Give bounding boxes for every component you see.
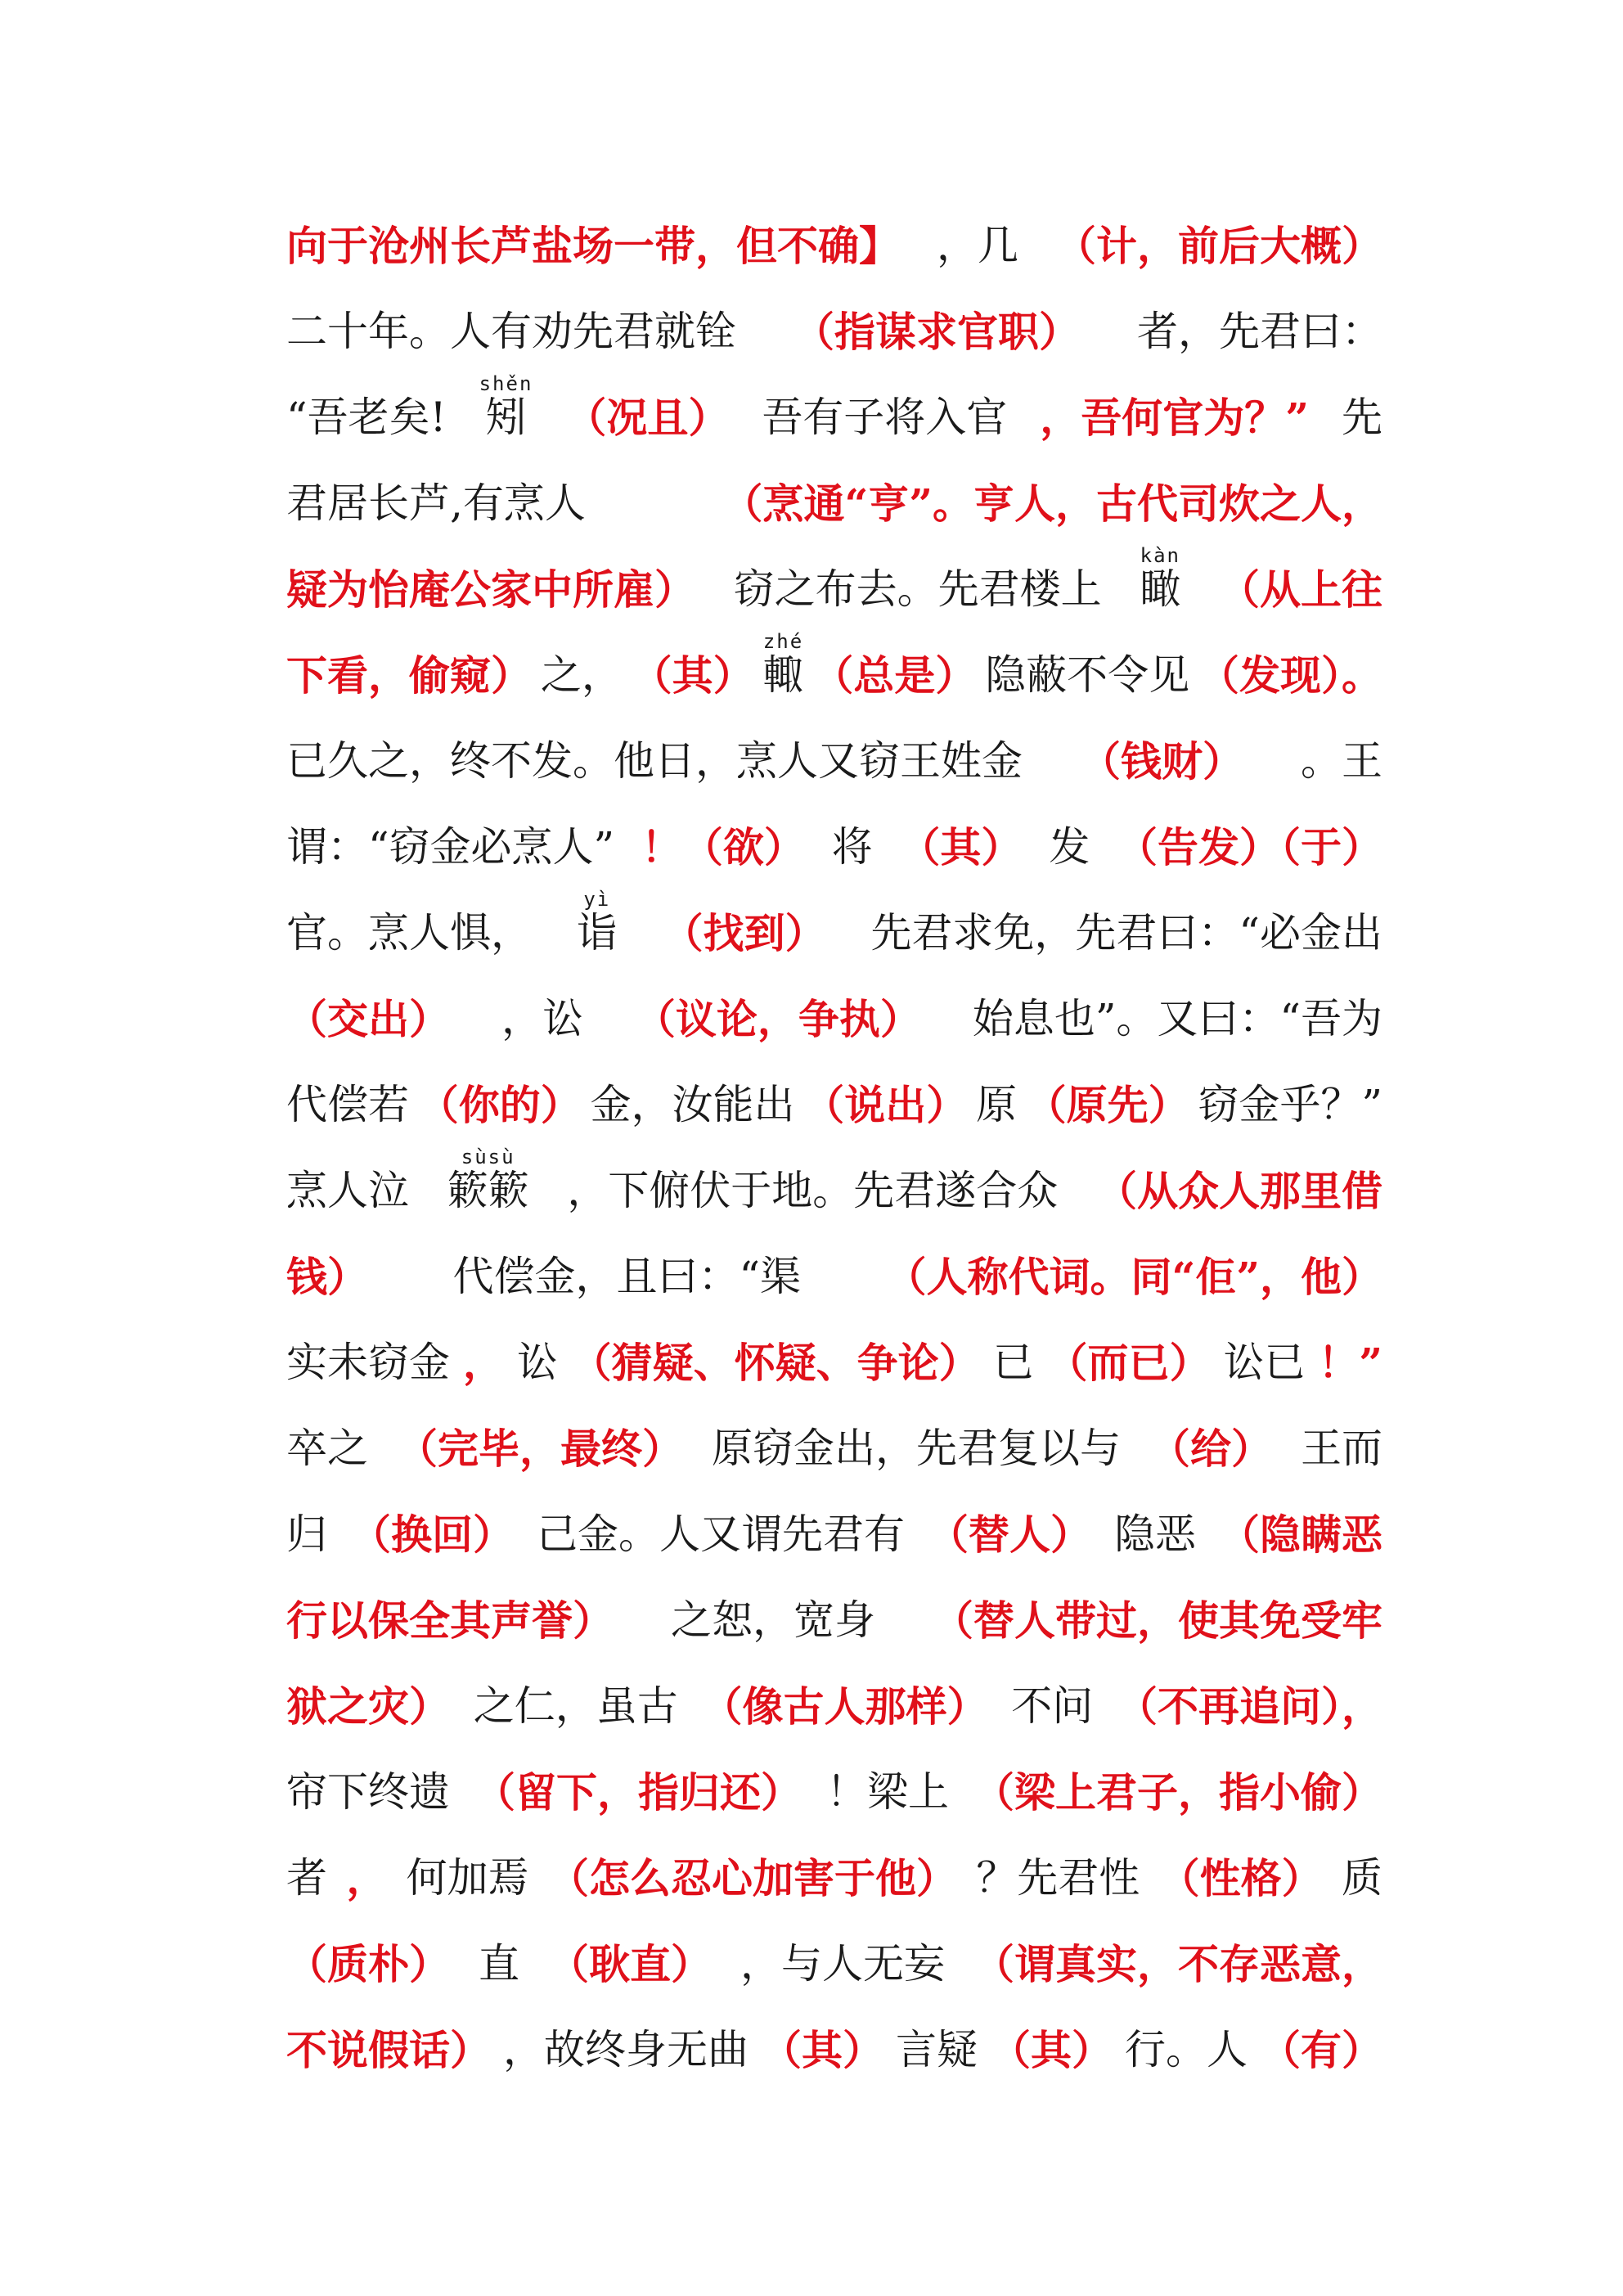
body-text: 已久之，终不发。他日，烹人又窃王姓金 (286, 737, 1023, 785)
body-text: 己金。人又谓先君有 (537, 1510, 905, 1558)
text-line (286, 203, 1382, 289)
body-text: 质 (1341, 1854, 1382, 1902)
annotation-text: （质朴） (286, 1940, 450, 1988)
body-text: 不问 (1011, 1682, 1094, 1730)
annotation-text: （替人带过，使其免受牢 (933, 1596, 1382, 1645)
annotation-text: （谓真实，不存恶意， (973, 1940, 1382, 1988)
body-text: 。王 (1301, 737, 1382, 785)
text-line (286, 1234, 1382, 1320)
ruby-base: 瞰 (1140, 565, 1181, 613)
body-text: 实未窃金 (286, 1339, 450, 1386)
body-text: 者 (286, 1854, 327, 1902)
annotation-text: 疑为怡庵公家中所雇） (286, 565, 695, 614)
annotation-text: （从众人那里借 (1095, 1167, 1382, 1215)
ruby-base: 簌簌 (447, 1167, 529, 1214)
body-text: 原窃金出，先君复以与 (712, 1425, 1121, 1472)
body-text: 始息也”。又曰：“吾为 (972, 995, 1382, 1042)
annotation-text: （给） (1149, 1425, 1272, 1473)
annotation-text: （况且） (565, 394, 730, 442)
annotation-text: 狱之灾） (286, 1682, 450, 1731)
body-text: ，几 (937, 222, 1018, 269)
body-text: 窃金乎？” (1198, 1081, 1382, 1128)
annotation-text: （你的） (417, 1081, 582, 1129)
annotated-character (577, 890, 618, 976)
pinyin-annotation: kàn (1140, 544, 1181, 567)
annotation-text: （不再追问）， (1117, 1682, 1382, 1731)
text-line (286, 1062, 1382, 1148)
annotation-text: （计，前后大概） (1055, 222, 1382, 270)
annotation-text: （猜疑、怀疑、争论） (570, 1339, 980, 1387)
annotation-text: （像古人那样） (701, 1682, 988, 1731)
annotation-text: （交出） (286, 995, 450, 1043)
annotation-text: （总是） (812, 651, 977, 700)
text-line (286, 1406, 1382, 1492)
body-text: 烹人泣 (286, 1167, 409, 1214)
body-text: ！梁上 (826, 1768, 949, 1816)
body-text: 行。人 (1125, 2026, 1248, 2073)
annotated-character (447, 1148, 529, 1234)
annotation-text: （梁上君子，指小偷） (973, 1768, 1382, 1817)
body-text: 者，先君曰： (1137, 308, 1382, 355)
ruby-base: 诣 (576, 909, 618, 957)
body-text: 言疑 (896, 2026, 978, 2073)
annotation-text: （性格） (1158, 1854, 1323, 1902)
body-text: 隐蔽不令见 (985, 651, 1190, 699)
text-line (286, 1492, 1382, 1578)
body-text: 二十年。人有劝先君就铨 (286, 308, 736, 355)
body-text: 何加焉 (406, 1854, 529, 1902)
body-text: ，故终身无曲 (503, 2026, 749, 2073)
annotation-text: （完毕，最终） (397, 1425, 683, 1473)
body-text: 之恕，宽身 (671, 1596, 875, 1644)
annotation-text: （原先） (1025, 1081, 1189, 1129)
text-line (286, 1320, 1382, 1406)
text-line (286, 890, 1382, 976)
body-text: ，讼 (501, 995, 583, 1042)
text-line (286, 1835, 1382, 1921)
body-text: 之， (540, 651, 623, 699)
text-line (286, 1663, 1382, 1749)
annotation-text: ， (346, 1854, 388, 1902)
annotation-text: （告发）（于） (1116, 823, 1382, 871)
annotation-text: （其） (631, 651, 754, 700)
annotation-text: 行以保全其声誉） (286, 1596, 614, 1645)
annotation-text: （隐瞒恶 (1219, 1510, 1382, 1559)
text-line (286, 1578, 1382, 1663)
annotation-text: （发现）。 (1198, 651, 1382, 700)
annotated-character (479, 372, 533, 461)
annotation-text: （有） (1260, 2026, 1382, 2074)
annotation-text: 向于沧州长芦盐场一带，但不确】 (286, 222, 900, 270)
body-text: 发 (1049, 823, 1090, 871)
text-line (286, 630, 1382, 718)
ruby-base: 輙 (762, 651, 804, 699)
body-text: 王而 (1301, 1425, 1382, 1472)
text-line (286, 289, 1382, 375)
text-line (286, 1749, 1382, 1835)
body-text: ，下俯伏于地。先君遂合众 (567, 1167, 1059, 1214)
annotation-text: （耿直） (548, 1940, 712, 1988)
text-line (286, 1921, 1382, 2007)
text-line (286, 1148, 1382, 1234)
body-text: 吾有子将入官 (762, 394, 1008, 441)
body-text: 代偿若 (286, 1081, 409, 1128)
body-text: 讼已 (1223, 1339, 1306, 1386)
body-text: 之仁，虽古 (473, 1682, 678, 1730)
annotation-text: 不说假话） (286, 2026, 491, 2074)
text-line (286, 718, 1382, 804)
body-text: 官。烹人惧， (286, 909, 532, 957)
annotated-character (762, 630, 804, 718)
body-text: 代偿金，且曰：“渠 (452, 1253, 802, 1300)
annotation-text: （其） (990, 2026, 1113, 2074)
body-text: 谓：“窃金必烹人” (286, 823, 615, 871)
body-text: 讼 (516, 1339, 558, 1386)
annotation-text: ， (462, 1339, 504, 1387)
text-line (286, 372, 1382, 461)
annotation-text: （指谋求官职） (794, 308, 1080, 356)
annotation-text: （留下，指归还） (474, 1768, 802, 1817)
annotation-text: （人称代词。同“佢”，他） (885, 1253, 1382, 1301)
annotation-text: （其） (761, 2026, 883, 2074)
annotation-text: （烹通“亨”。亨人，古代司炊之人， (722, 479, 1382, 528)
text-line (286, 976, 1382, 1062)
annotation-text: 下看，偷窥） (286, 651, 532, 700)
annotation-text: （而已） (1046, 1339, 1211, 1387)
body-text: 原 (975, 1081, 1017, 1128)
pinyin-annotation: sùsù (447, 1146, 529, 1168)
body-text: 隐恶 (1114, 1510, 1196, 1558)
text-line (286, 544, 1382, 633)
annotation-text: （换回） (350, 1510, 514, 1559)
body-text: 帘下终遗 (286, 1768, 450, 1816)
annotation-text: （怎么忍心加害于他） (547, 1854, 957, 1902)
body-text: 卒之 (286, 1425, 368, 1472)
pinyin-annotation: zhé (762, 630, 804, 653)
annotation-text: （从上往 (1218, 565, 1382, 614)
body-text: ，与人无妄 (740, 1940, 945, 1988)
annotated-character (1140, 544, 1181, 633)
annotation-text: （说出） (803, 1081, 968, 1129)
annotation-text: （替人） (928, 1510, 1091, 1559)
annotation-text: （找到） (662, 909, 826, 957)
ruby-base: 矧 (479, 394, 533, 441)
body-text: 已 (992, 1339, 1034, 1386)
body-text: “吾老矣! (286, 394, 447, 441)
body-text: 直 (479, 1940, 519, 1988)
annotation-text: ！（欲） (641, 823, 805, 871)
text-line (286, 461, 1382, 547)
body-text: 窃之布去。先君楼上 (733, 565, 1102, 613)
pinyin-annotation: yì (576, 888, 618, 911)
annotation-text: 钱） (286, 1253, 368, 1301)
annotation-text: （钱财） (1080, 737, 1243, 786)
body-text: 君居长芦,有烹人 (286, 479, 586, 527)
annotation-text: ！” (1318, 1339, 1382, 1387)
body-text: ？先君性 (976, 1854, 1140, 1902)
annotation-text: （议论，争执） (634, 995, 921, 1043)
annotation-text: （其） (899, 823, 1023, 871)
body-text: 先 (1341, 394, 1382, 441)
pinyin-annotation: shěn (479, 372, 533, 395)
text-line (286, 2007, 1382, 2093)
annotation-text: ，吾何官为？” (1040, 394, 1310, 442)
text-line (286, 804, 1382, 890)
document-page (286, 203, 1382, 2093)
body-text: 归 (286, 1510, 327, 1558)
body-text: 将 (831, 823, 873, 871)
body-text: 金，汝能出 (590, 1081, 795, 1128)
body-text: 先君求免，先君曰：“必金出 (870, 909, 1382, 957)
